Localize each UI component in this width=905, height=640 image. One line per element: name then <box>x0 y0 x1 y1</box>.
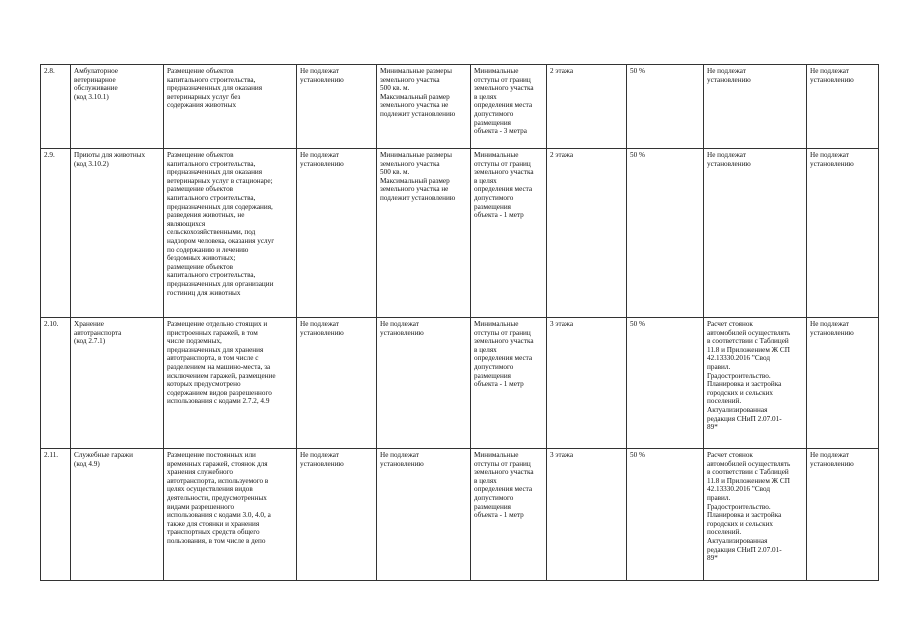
parking-cell: Не подлежат установлению <box>704 65 807 149</box>
plot-size-cell: Не подлежат установлению <box>377 318 471 449</box>
plot-size-cell: Минимальные размеры земельного участка 500 кв. м. Максимальный размер земельного участка не подлежит установлению <box>377 65 471 149</box>
floors-cell: 3 этажа <box>547 449 627 581</box>
use-type-name: Приюты для животных (код 3.10.2) <box>71 149 164 318</box>
use-type-description: Размещение объектов капитального строительства, предназначенных для оказания ветеринарных услуг в стационаре; размещение объектов капитального строительства, предназначенных для содержания, разведения животных, не являющихся сельскохозяйственными, под надзором человека, оказания услуг по содержанию и лечению бездомных животных; размещение объектов капитального строительства, предназначенных для организации гостиниц для животных <box>164 149 297 318</box>
cell-col3: Не подлежат установлению <box>297 149 377 318</box>
use-type-name: Амбулаторное ветеринарное обслуживание (код 3.10.1) <box>71 65 164 149</box>
use-type-name: Служебные гаражи (код 4.9) <box>71 449 164 581</box>
cell-col9: Не подлежат установлению <box>807 318 879 449</box>
cell-col9: Не подлежат установлению <box>807 65 879 149</box>
setback-cell: Минимальные отступы от границ земельного участка в целях определения места допустимого размещения объекта - 3 метра <box>471 65 547 149</box>
cell-col3: Не подлежат установлению <box>297 449 377 581</box>
use-type-description: Размещение постоянных или временных гаражей, стоянок для хранения служебного автотранспорта, используемого в целях осуществления видов деятельности, предусмотренных видами разрешенного использования с кодами 3.0, 4.0, а также для стоянки и хранения транспортных средств общего пользования, в том числе в депо <box>164 449 297 581</box>
floors-cell: 2 этажа <box>547 149 627 318</box>
zoning-regulations-table <box>40 64 879 581</box>
cell-col9: Не подлежат установлению <box>807 449 879 581</box>
setback-cell: Минимальные отступы от границ земельного участка в целях определения места допустимого размещения объекта - 1 метр <box>471 449 547 581</box>
table-row <box>41 318 879 449</box>
parking-cell: Расчет стоянок автомобилей осуществлять в соответствии с Таблицей 11.8 и Приложением Ж СП 42.13330.2016 "Свод правил. Градостроительство. Планировка и застройка городских и сельских поселений. Актуализированная редакция СНиП 2.07.01- 89* <box>704 318 807 449</box>
table-row <box>41 149 879 318</box>
row-number: 2.10. <box>41 318 71 449</box>
cell-col3: Не подлежат установлению <box>297 318 377 449</box>
plot-size-cell: Не подлежат установлению <box>377 449 471 581</box>
use-type-description: Размещение объектов капитального строительства, предназначенных для оказания ветеринарных услуг без содержания животных <box>164 65 297 149</box>
floors-cell: 3 этажа <box>547 318 627 449</box>
row-number: 2.8. <box>41 65 71 149</box>
row-number: 2.11. <box>41 449 71 581</box>
parking-cell: Не подлежат установлению <box>704 149 807 318</box>
cell-col3: Не подлежат установлению <box>297 65 377 149</box>
row-number: 2.9. <box>41 149 71 318</box>
parking-cell: Расчет стоянок автомобилей осуществлять в соответствии с Таблицей 11.8 и Приложением Ж СП 42.13330.2016 "Свод правил. Градостроительство. Планировка и застройка городских и сельских поселений. Актуализированная редакция СНиП 2.07.01- 89* <box>704 449 807 581</box>
use-type-name: Хранение автотранспорта (код 2.7.1) <box>71 318 164 449</box>
coverage-percent-cell: 50 % <box>627 65 704 149</box>
coverage-percent-cell: 50 % <box>627 149 704 318</box>
setback-cell: Минимальные отступы от границ земельного участка в целях определения места допустимого размещения объекта - 1 метр <box>471 318 547 449</box>
setback-cell: Минимальные отступы от границ земельного участка в целях определения места допустимого размещения объекта - 1 метр <box>471 149 547 318</box>
plot-size-cell: Минимальные размеры земельного участка 500 кв. м. Максимальный размер земельного участка не подлежит установлению <box>377 149 471 318</box>
use-type-description: Размещение отдельно стоящих и пристроенных гаражей, в том числе подземных, предназначенных для хранения автотранспорта, в том числе с разделением на машино-места, за исключением гаражей, размещение которых предусмотрено содержанием видов разрешенного использования с кодами 2.7.2, 4.9 <box>164 318 297 449</box>
floors-cell: 2 этажа <box>547 65 627 149</box>
table-row <box>41 65 879 149</box>
table-row <box>41 449 879 581</box>
coverage-percent-cell: 50 % <box>627 449 704 581</box>
coverage-percent-cell: 50 % <box>627 318 704 449</box>
cell-col9: Не подлежат установлению <box>807 149 879 318</box>
